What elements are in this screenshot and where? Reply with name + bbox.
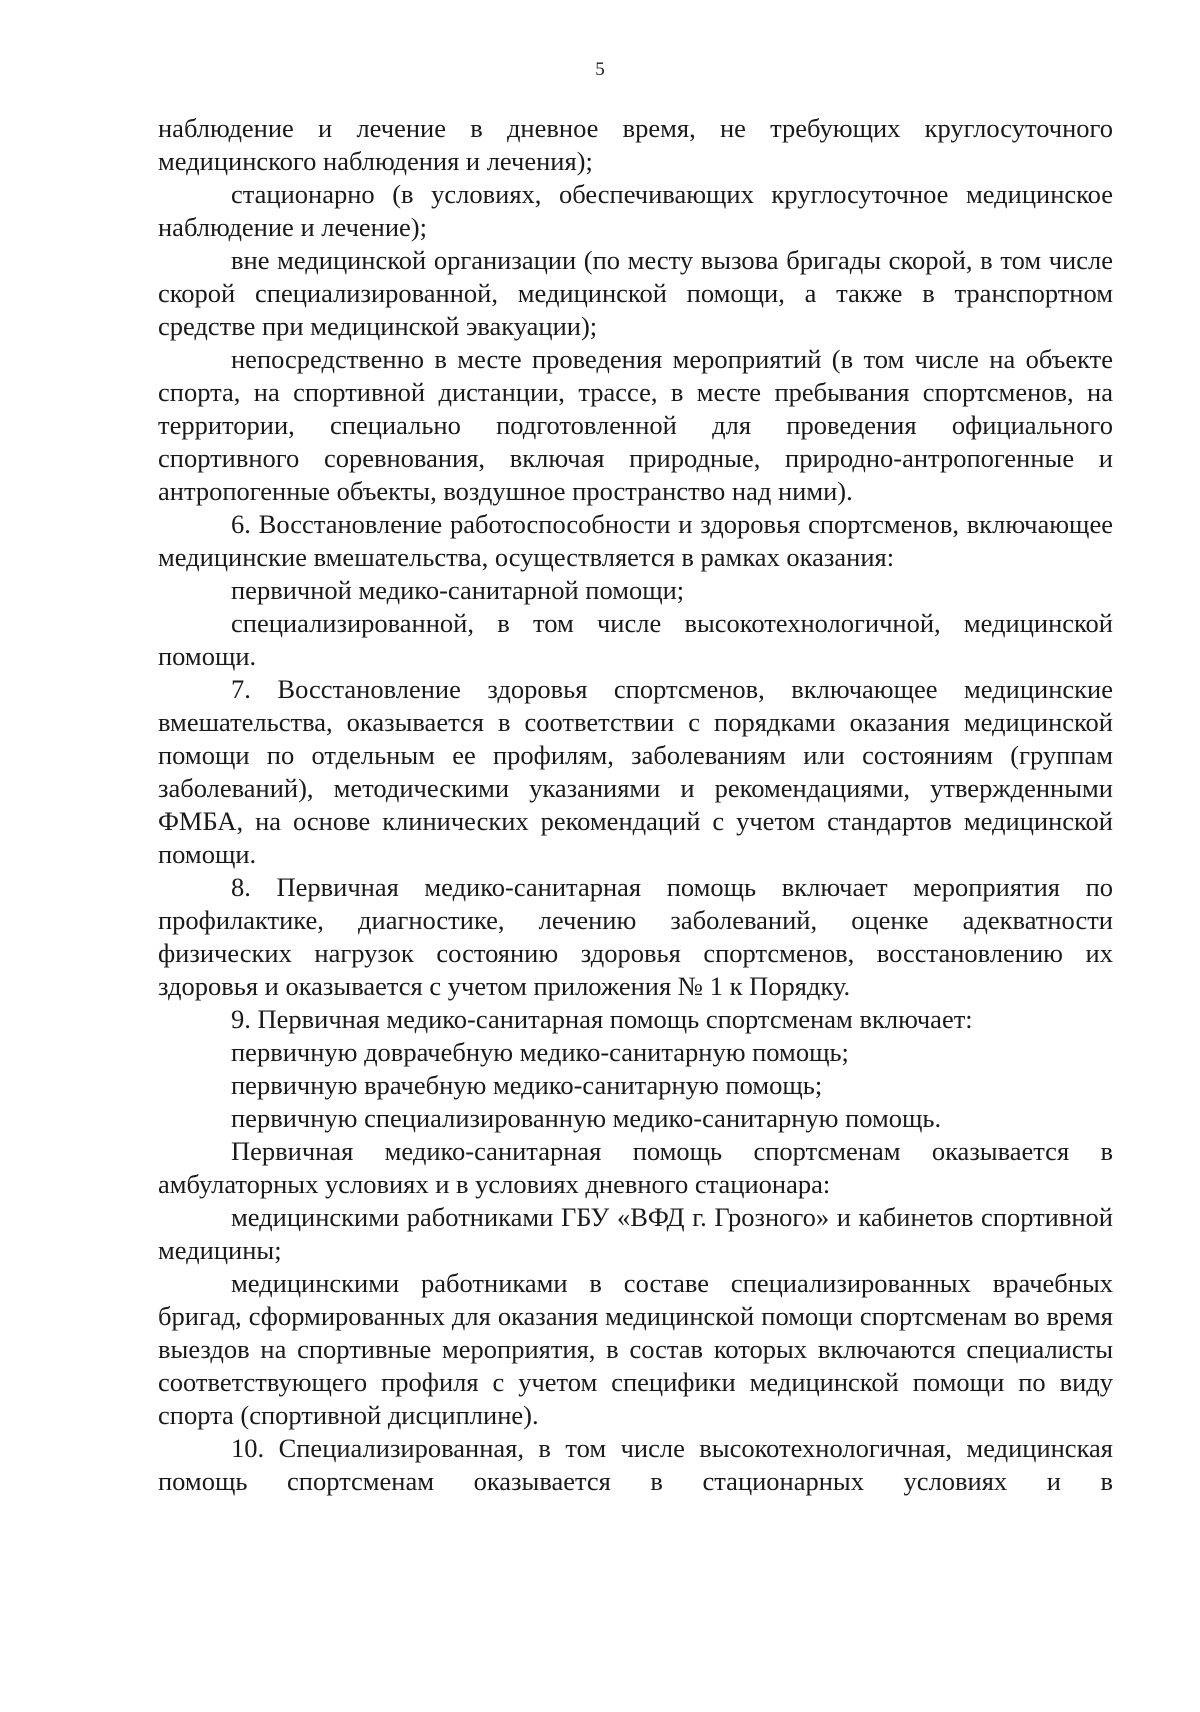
paragraph-16: медицинскими работниками в составе специализированных врачебных бригад, сформированных для оказания медицинской помощи спортсменам во время выездов на спортивные мероприятия, в состав которых включаются специалисты соответствующего профиля с учетом специфики медицинской помощи по виду спорта (спортивной дисциплине). bbox=[158, 1268, 1113, 1430]
paragraph-7: специализированной, в том числе высокотехнологичной, медицинской помощи. bbox=[158, 608, 1113, 671]
paragraph-13: первичную специализированную медико-санитарную помощь. bbox=[231, 1103, 942, 1133]
paragraph-5: 6. Восстановление работоспособности и здоровья спортсменов, включающее медицинские вмешательства, осуществляется в рамках оказания: bbox=[158, 509, 1113, 572]
paragraph-6: первичной медико-санитарной помощи; bbox=[231, 575, 685, 605]
paragraph-12: первичную врачебную медико-санитарную помощь; bbox=[231, 1070, 823, 1100]
paragraph-4: непосредственно в месте проведения мероприятий (в том числе на объекте спорта, на спортивной дистанции, трассе, в месте пребывания спортсменов, на территории, специально подготовленной для проведения официального спортивного соревнования, включая природные, природно-антропогенные и антропогенные объекты, воздушное пространство над ними). bbox=[158, 344, 1113, 506]
paragraph-9: 8. Первичная медико-санитарная помощь включает мероприятия по профилактике, диагностике, лечению заболеваний, оценке адекватности физических нагрузок состоянию здоровья спортсменов, восстановлению их здоровья и оказывается с учетом приложения № 1 к Порядку. bbox=[158, 872, 1113, 1001]
paragraph-1: наблюдение и лечение в дневное время, не требующих круглосуточного медицинского наблюдения и лечения); bbox=[158, 113, 1113, 176]
page-number: 5 bbox=[595, 59, 605, 80]
paragraph-3: вне медицинской организации (по месту вызова бригады скорой, в том числе скорой специализированной, медицинской помощи, а также в транспортном средстве при медицинской эвакуации); bbox=[158, 245, 1113, 341]
paragraph-17: 10. Специализированная, в том числе высокотехнологичная, медицинская помощь спортсменам оказывается в стационарных условиях и в bbox=[158, 1433, 1113, 1496]
paragraph-2: стационарно (в условиях, обеспечивающих круглосуточное медицинское наблюдение и лечение); bbox=[158, 179, 1113, 242]
paragraph-15: медицинскими работниками ГБУ «ВФД г. Грозного» и кабинетов спортивной медицины; bbox=[158, 1202, 1113, 1265]
document-body bbox=[158, 112, 1113, 1498]
paragraph-8: 7. Восстановление здоровья спортсменов, включающее медицинские вмешательства, оказывается в соответствии с порядками оказания медицинской помощи по отдельным ее профилям, заболеваниям или состояниям (группам заболеваний), методическими указаниями и рекомендациями, утвержденными ФМБА, на основе клинических рекомендаций с учетом стандартов медицинской помощи. bbox=[158, 674, 1113, 869]
paragraph-14: Первичная медико-санитарная помощь спортсменам оказывается в амбулаторных условиях и в условиях дневного стационара: bbox=[158, 1136, 1113, 1199]
paragraph-11: первичную доврачебную медико-санитарную помощь; bbox=[231, 1037, 849, 1067]
paragraph-10: 9. Первичная медико-санитарная помощь спортсменам включает: bbox=[231, 1004, 973, 1034]
